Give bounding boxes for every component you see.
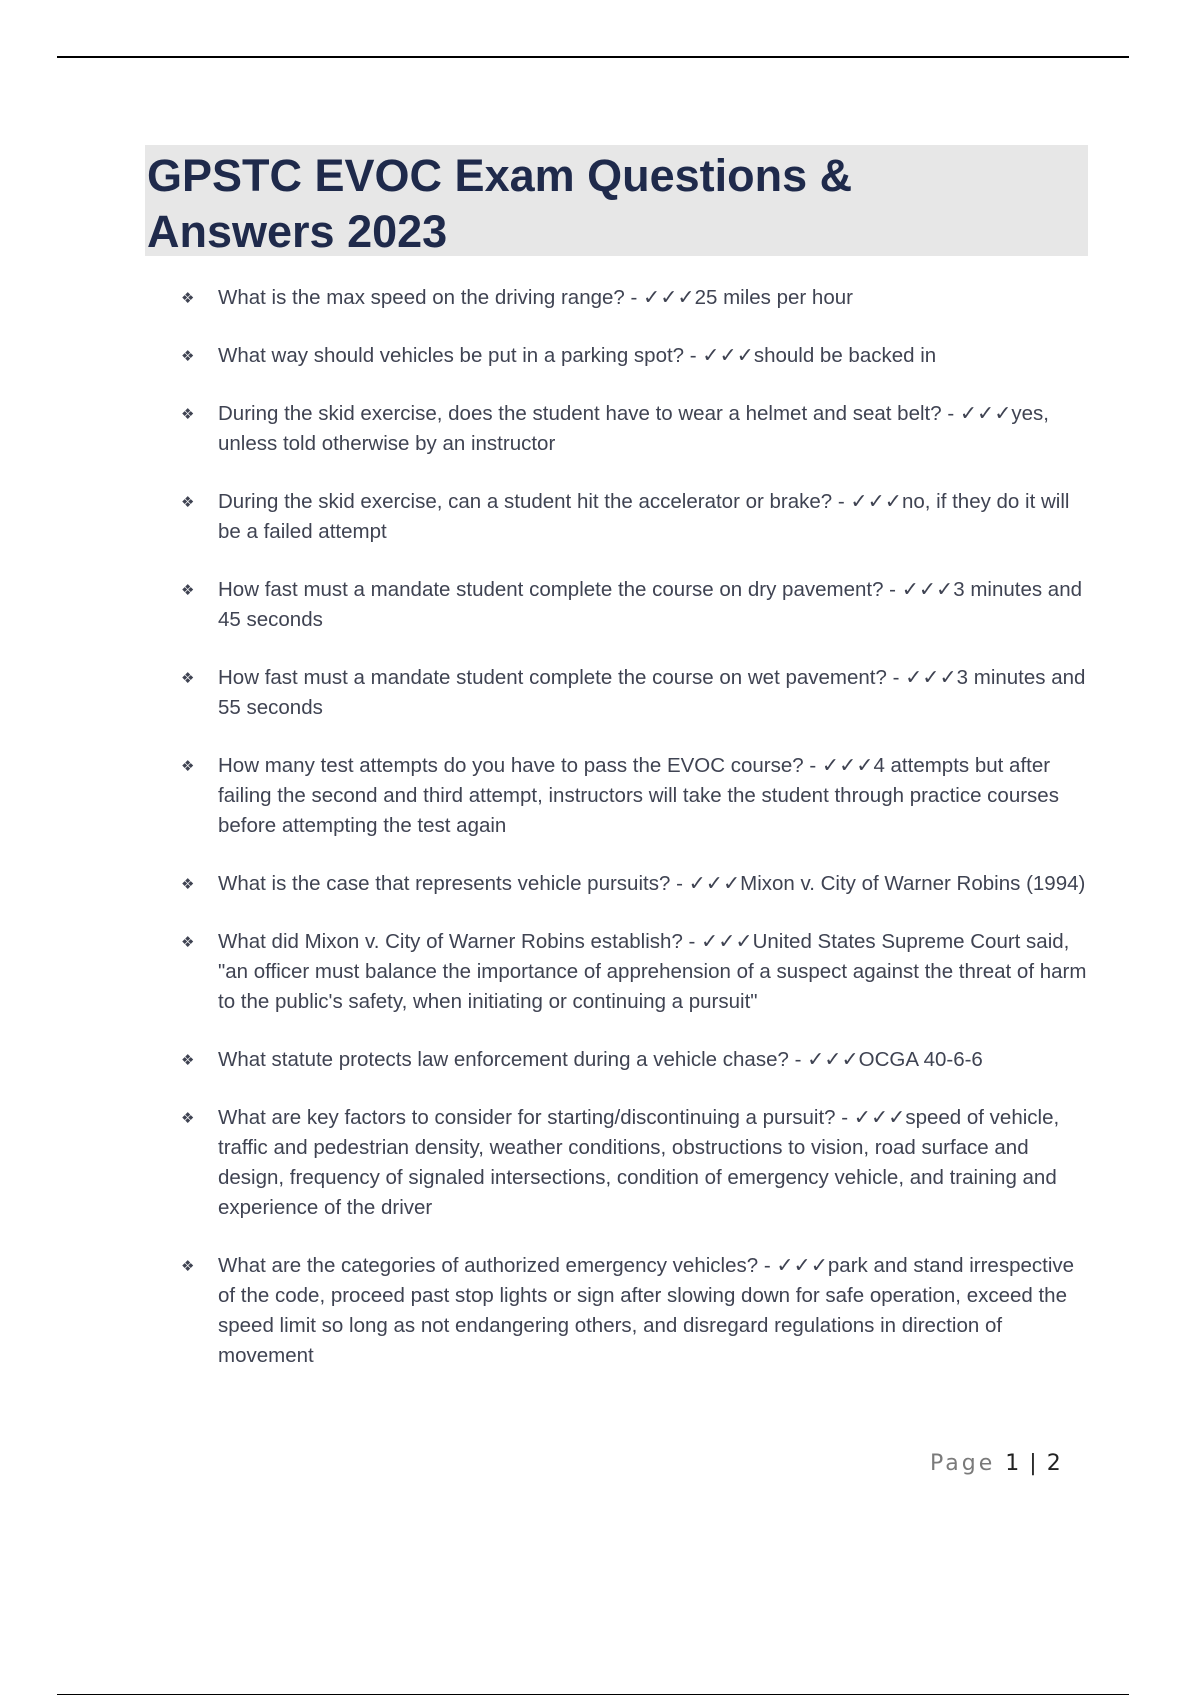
answer-separator: - ✓✓✓ bbox=[883, 578, 954, 601]
answer-text: 4 attempts but after failing the second and third attempt, instructors will take the student through practice courses before attempting the test again bbox=[218, 754, 1059, 837]
title-line-1: GPSTC EVOC Exam Questions & bbox=[147, 150, 853, 201]
diamond-bullet-icon: ❖ bbox=[181, 493, 195, 511]
answer-separator: - ✓✓✓ bbox=[832, 490, 902, 513]
title-banner bbox=[145, 145, 1088, 256]
qa-item bbox=[145, 751, 1090, 841]
answer-text: 3 minutes and 45 seconds bbox=[218, 578, 1083, 631]
answer-separator: - ✓✓✓ bbox=[684, 344, 754, 367]
diamond-bullet-icon: ❖ bbox=[181, 1051, 195, 1069]
answer-text: park and stand irrespective of the code, proceed past stop lights or sign after slowing down for safe operation, exceed the speed limit so long as not endangering others, and disregard regulations in direction of movement bbox=[218, 1254, 1075, 1367]
question-text: What are key factors to consider for starting/discontinuing a pursuit? bbox=[218, 1106, 836, 1129]
diamond-bullet-icon: ❖ bbox=[181, 933, 195, 951]
answer-text: should be backed in bbox=[753, 344, 937, 367]
diamond-bullet-icon: ❖ bbox=[181, 581, 195, 599]
answer-text: speed of vehicle, traffic and pedestrian density, weather conditions, obstructions to vision, road surface and design, frequency of signaled intersections, condition of emergency vehicle, and training and experience of the driver bbox=[218, 1106, 1060, 1219]
question-text: What statute protects law enforcement during a vehicle chase? bbox=[218, 1048, 789, 1071]
title-line-2: Answers 2023 bbox=[147, 206, 448, 257]
diamond-bullet-icon: ❖ bbox=[181, 875, 195, 893]
page-total: 2 bbox=[1046, 1451, 1061, 1476]
answer-separator: - ✓✓✓ bbox=[682, 930, 753, 953]
answer-text: yes, unless told otherwise by an instructor bbox=[218, 402, 1049, 455]
answer-separator: - ✓✓✓ bbox=[624, 286, 695, 309]
qa-item bbox=[145, 575, 1090, 635]
diamond-bullet-icon: ❖ bbox=[181, 757, 195, 775]
qa-item bbox=[145, 341, 1090, 371]
answer-separator: - ✓✓✓ bbox=[803, 754, 874, 777]
qa-item bbox=[145, 1103, 1090, 1223]
answer-text: 3 minutes and 55 seconds bbox=[218, 666, 1086, 719]
answer-separator: - ✓✓✓ bbox=[788, 1048, 859, 1071]
question-text: How fast must a mandate student complete the course on wet pavement? bbox=[218, 666, 887, 689]
diamond-bullet-icon: ❖ bbox=[181, 347, 195, 365]
question-text: What is the max speed on the driving range? bbox=[218, 286, 625, 309]
question-text: What is the case that represents vehicle pursuits? bbox=[218, 872, 671, 895]
footer-rule bbox=[57, 1694, 1129, 1695]
page-divider: | bbox=[1029, 1451, 1037, 1476]
answer-text: 25 miles per hour bbox=[694, 286, 853, 309]
answer-text: United States Supreme Court said, "an officer must balance the importance of apprehension of a suspect against the threat of harm to the public's safety, when initiating or continuing a pursuit" bbox=[218, 930, 1087, 1013]
page-label: Page bbox=[930, 1451, 996, 1476]
question-text: During the skid exercise, can a student hit the accelerator or brake? bbox=[218, 490, 833, 513]
diamond-bullet-icon: ❖ bbox=[181, 1257, 195, 1275]
page-current: 1 bbox=[1005, 1451, 1020, 1476]
question-text: What did Mixon v. City of Warner Robins establish? bbox=[218, 930, 683, 953]
qa-item bbox=[145, 1045, 1090, 1075]
answer-text: no, if they do it will be a failed attempt bbox=[218, 490, 1070, 543]
qa-item bbox=[145, 927, 1090, 1017]
qa-item bbox=[145, 663, 1090, 723]
diamond-bullet-icon: ❖ bbox=[181, 1109, 195, 1127]
qa-item bbox=[145, 869, 1090, 899]
question-text: During the skid exercise, does the student have to wear a helmet and seat belt? bbox=[218, 402, 942, 425]
question-text: What are the categories of authorized emergency vehicles? bbox=[218, 1254, 759, 1277]
qa-item bbox=[145, 399, 1090, 459]
qa-list bbox=[145, 283, 1090, 1371]
diamond-bullet-icon: ❖ bbox=[181, 405, 195, 423]
answer-text: Mixon v. City of Warner Robins (1994) bbox=[740, 872, 1086, 895]
answer-separator: - ✓✓✓ bbox=[886, 666, 957, 689]
answer-text: OCGA 40-6-6 bbox=[858, 1048, 983, 1071]
qa-item bbox=[145, 1251, 1090, 1371]
question-text: What way should vehicles be put in a parking spot? bbox=[218, 344, 685, 367]
qa-item bbox=[145, 283, 1090, 313]
answer-separator: - ✓✓✓ bbox=[835, 1106, 906, 1129]
header-rule bbox=[57, 56, 1129, 58]
question-text: How fast must a mandate student complete the course on dry pavement? bbox=[218, 578, 884, 601]
question-text: How many test attempts do you have to pass the EVOC course? bbox=[218, 754, 804, 777]
page-footer bbox=[930, 1451, 1061, 1476]
answer-separator: - ✓✓✓ bbox=[941, 402, 1012, 425]
qa-item bbox=[145, 487, 1090, 547]
diamond-bullet-icon: ❖ bbox=[181, 289, 195, 307]
answer-separator: - ✓✓✓ bbox=[670, 872, 741, 895]
page-title bbox=[147, 145, 1086, 260]
answer-separator: - ✓✓✓ bbox=[758, 1254, 828, 1277]
diamond-bullet-icon: ❖ bbox=[181, 669, 195, 687]
